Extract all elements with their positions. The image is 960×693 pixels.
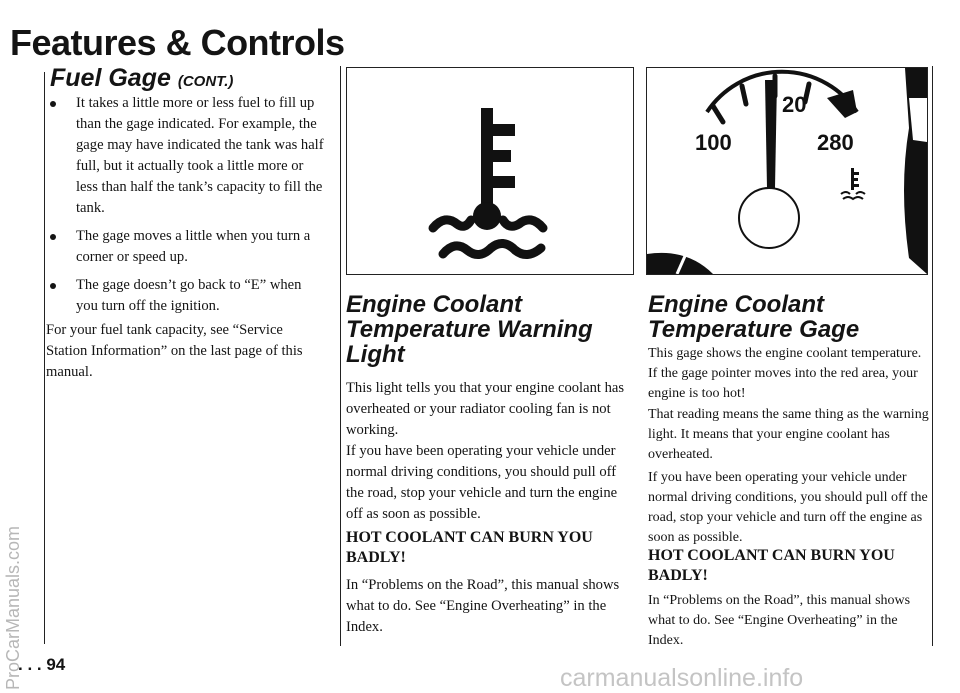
gage-heading: Engine Coolant Temperature Gage [648,291,860,343]
warning-light-caution: HOT COOLANT CAN BURN YOU BADLY! [346,529,593,566]
coolant-temperature-icon [347,68,633,274]
middle-column-rule [340,66,341,646]
bullet-icon [50,101,56,107]
watermark-bottom: carmanualsonline.info [560,664,804,692]
warning-light-figure [346,67,634,275]
page-number-prefix: . . . [18,655,47,674]
gage-paragraph-2: That reading means the same thing as the warning light. It means that your engine coolant has overheated. [648,407,929,462]
bullet-item: The gage doesn’t go back to “E” when you turn off the ignition. [46,275,326,317]
warning-light-paragraph-2: If you have been operating your vehicle under normal driving conditions, you should pull off the road, stop your vehicle and turn the engine off as soon as possible. [346,443,618,522]
page-number [18,655,65,675]
fuel-gage-bullets [46,93,326,324]
temperature-gauge-figure [646,67,928,275]
warning-light-paragraph-3: In “Problems on the Road”, this manual shows what to do. See “Engine Overheating” in the Index. [346,577,620,635]
gauge-label-mid: 20 [782,92,807,117]
gauge-hub [739,188,799,248]
bullet-item: The gage moves a little when you turn a corner or speed up. [46,226,326,268]
gage-caution: HOT COOLANT CAN BURN YOU BADLY! [648,547,895,584]
page-title: Features & Controls [10,22,345,63]
warning-light-paragraph-1: This light tells you that your engine coolant has overheated or your radiator cooling fan is not working. [346,380,625,438]
page-number-value: 94 [46,655,66,674]
temperature-gauge-icon [647,68,927,274]
right-column-rule [932,66,933,646]
section-title [50,64,233,93]
gauge-label-low: 100 [695,130,732,155]
gage-paragraph-3: If you have been operating your vehicle under normal driving conditions, you should pull off the road, stop your vehicle and turn off the engine as soon as possible. [648,470,928,545]
gauge-label-high: 280 [817,130,854,155]
warning-light-heading: Engine Coolant Temperature Warning Light [346,291,593,368]
fuel-capacity-paragraph: For your fuel tank capacity, see “Service Station Information” on the last page of this manual. [46,322,303,380]
bullet-icon [50,283,56,289]
coolant-temperature-icon [841,168,865,199]
gauge-needle [765,80,777,188]
left-column-rule [44,72,45,644]
watermark-left: ProCarManuals.com [3,525,23,690]
gage-paragraph-1: This gage shows the engine coolant temperature. If the gage pointer moves into the red area, your engine is too hot! [648,346,922,401]
gage-paragraph-4: In “Problems on the Road”, this manual shows what to do. See “Engine Overheating” in the Index. [648,593,911,648]
bullet-item: It takes a little more or less fuel to fill up than the gage indicated. For example, the gage may have indicated the tank was half full, but it actually took a little more or less than half the tank’s capacity to fill the tank. [46,93,326,219]
section-name: Fuel Gage [50,64,171,92]
section-suffix: (CONT.) [177,73,234,90]
bullet-icon [50,234,56,240]
